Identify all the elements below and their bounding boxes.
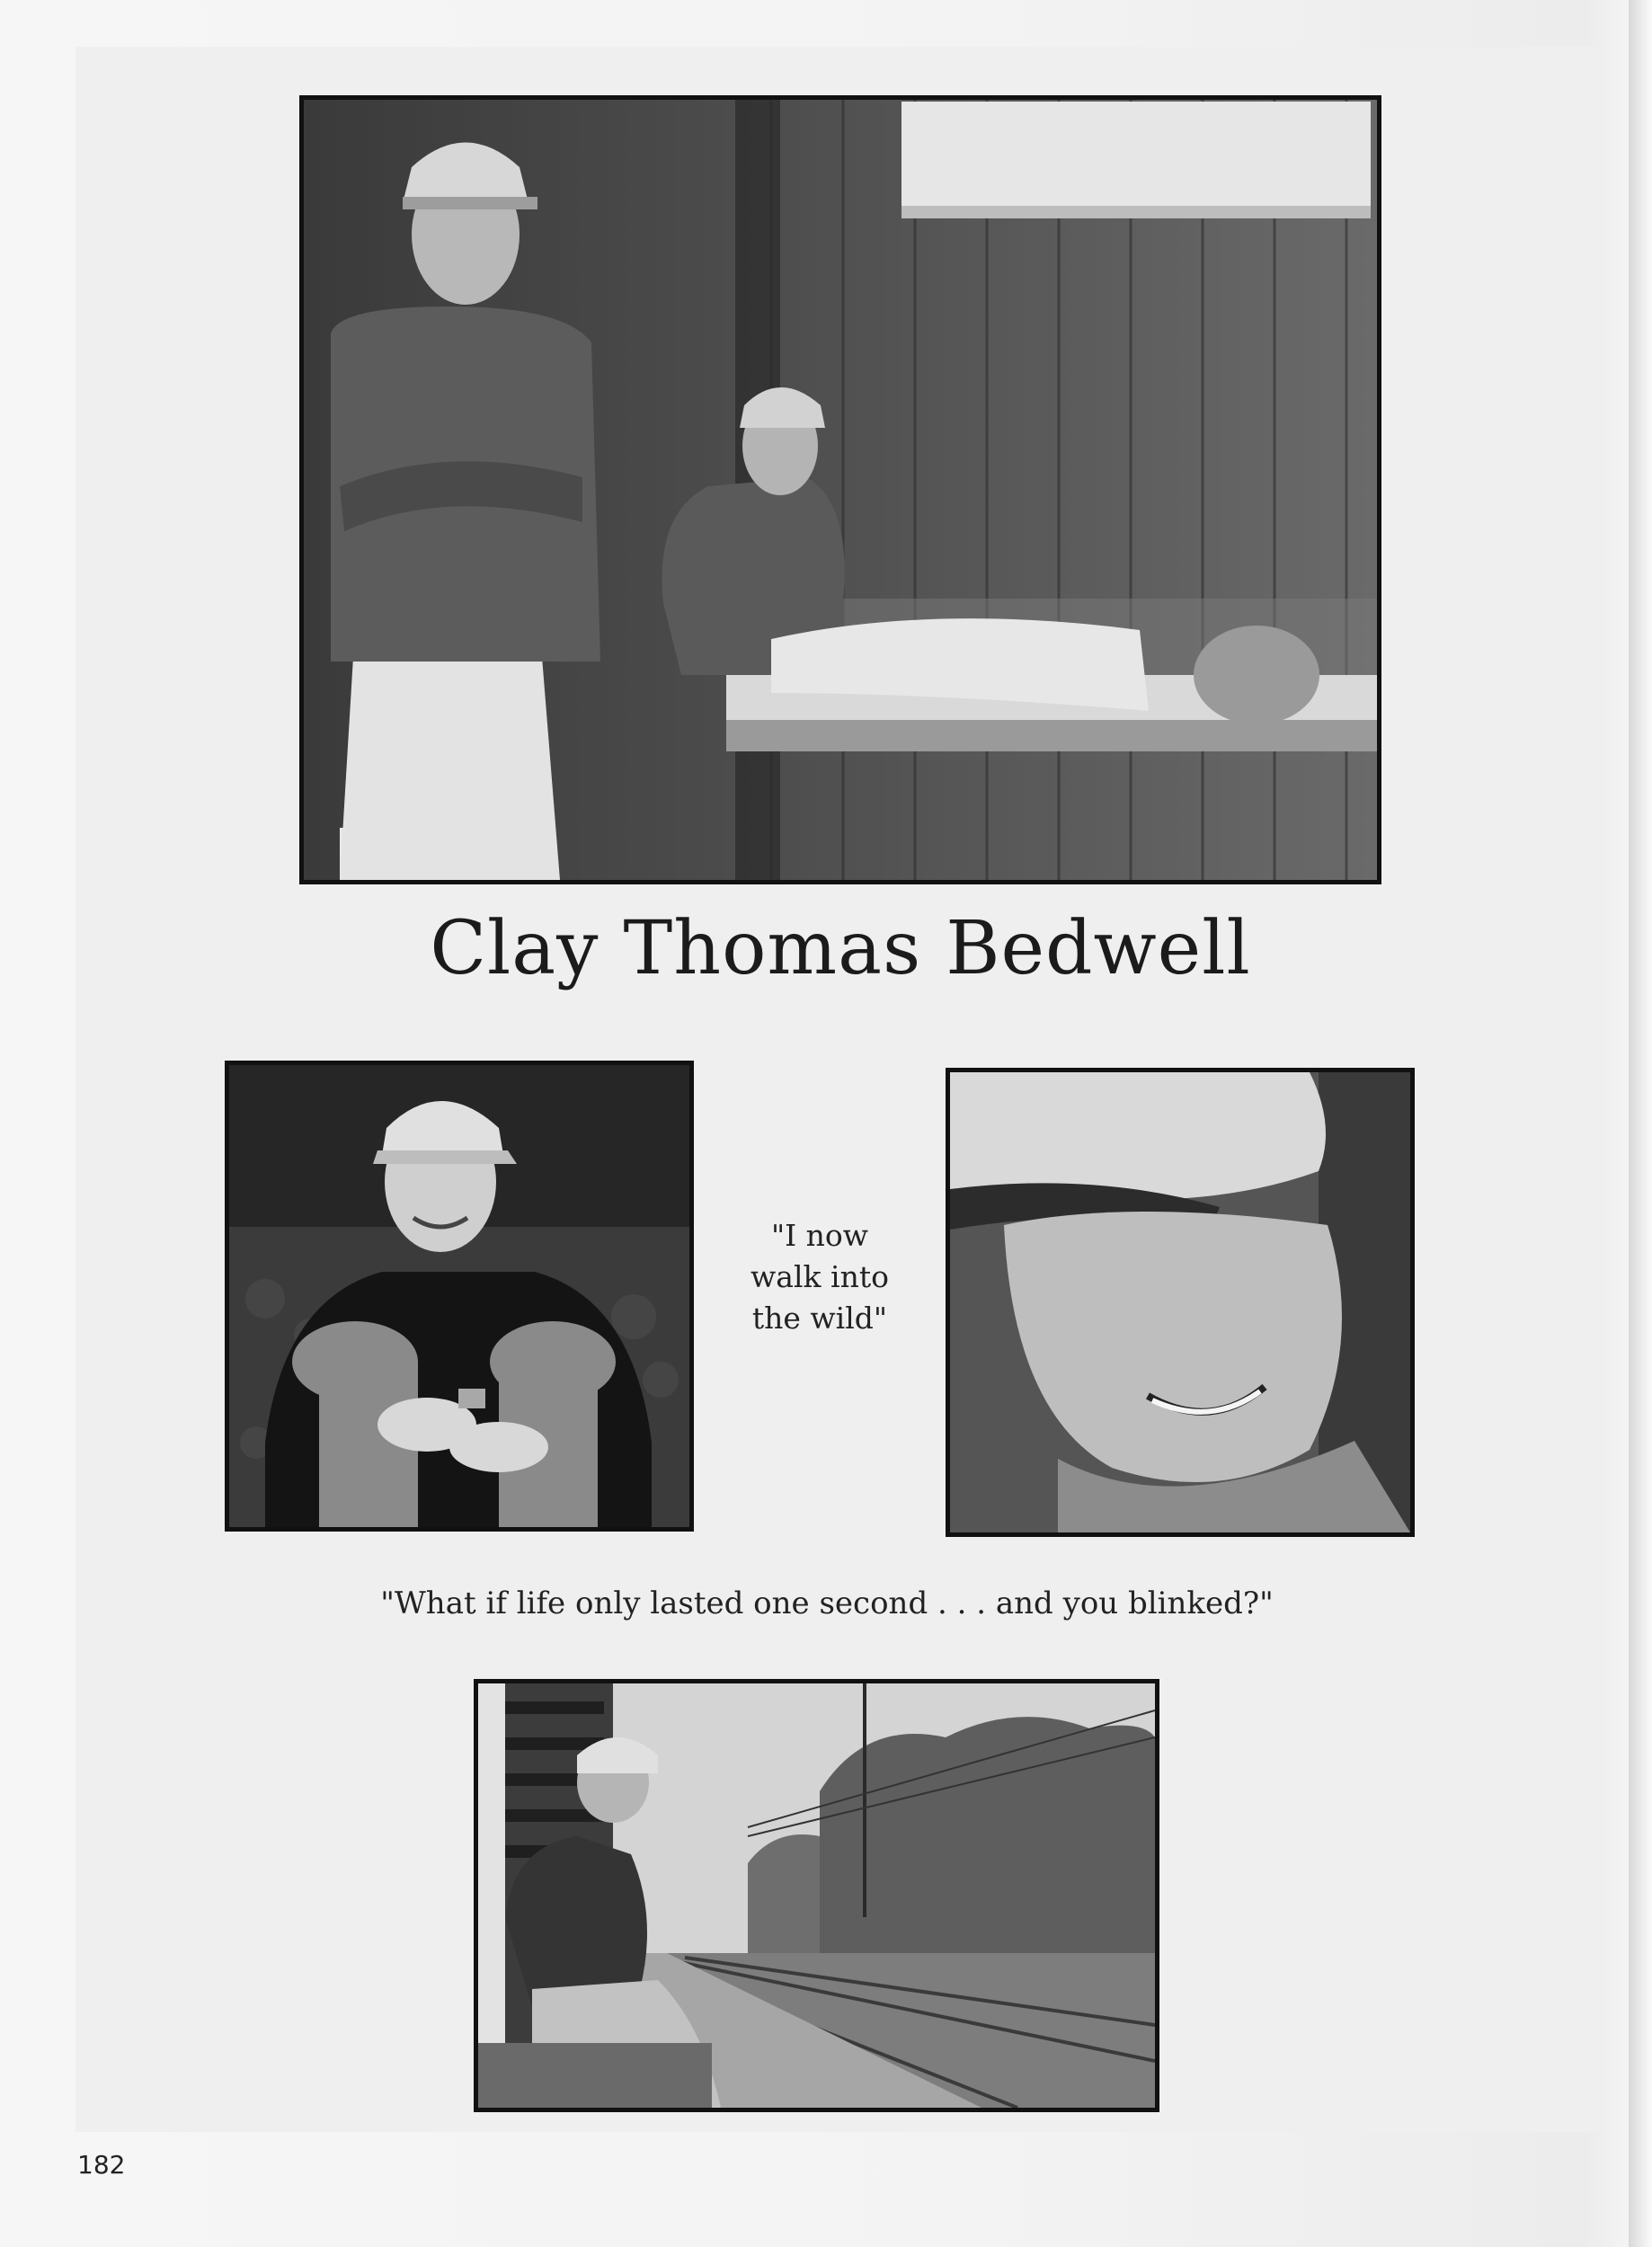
short-quote-line-1: "I now (770, 1218, 869, 1253)
photo-bottom-platform (474, 1679, 1159, 2112)
photo-right-closeup (946, 1068, 1415, 1537)
student-name-title: Clay Thomas Bedwell (430, 906, 1251, 991)
short-quote (719, 1215, 920, 1339)
short-quote-line-2: walk into (751, 1259, 889, 1294)
short-quote-line-3: the wild" (751, 1301, 888, 1336)
photo-top-shelter (299, 95, 1381, 884)
page-number: 182 (77, 2150, 126, 2180)
main-quote: "What if life only lasted one second . . . and you blinked?" (380, 1585, 1274, 1621)
photo-left-portrait (225, 1061, 694, 1532)
page-edge-shadow (1629, 0, 1652, 2247)
